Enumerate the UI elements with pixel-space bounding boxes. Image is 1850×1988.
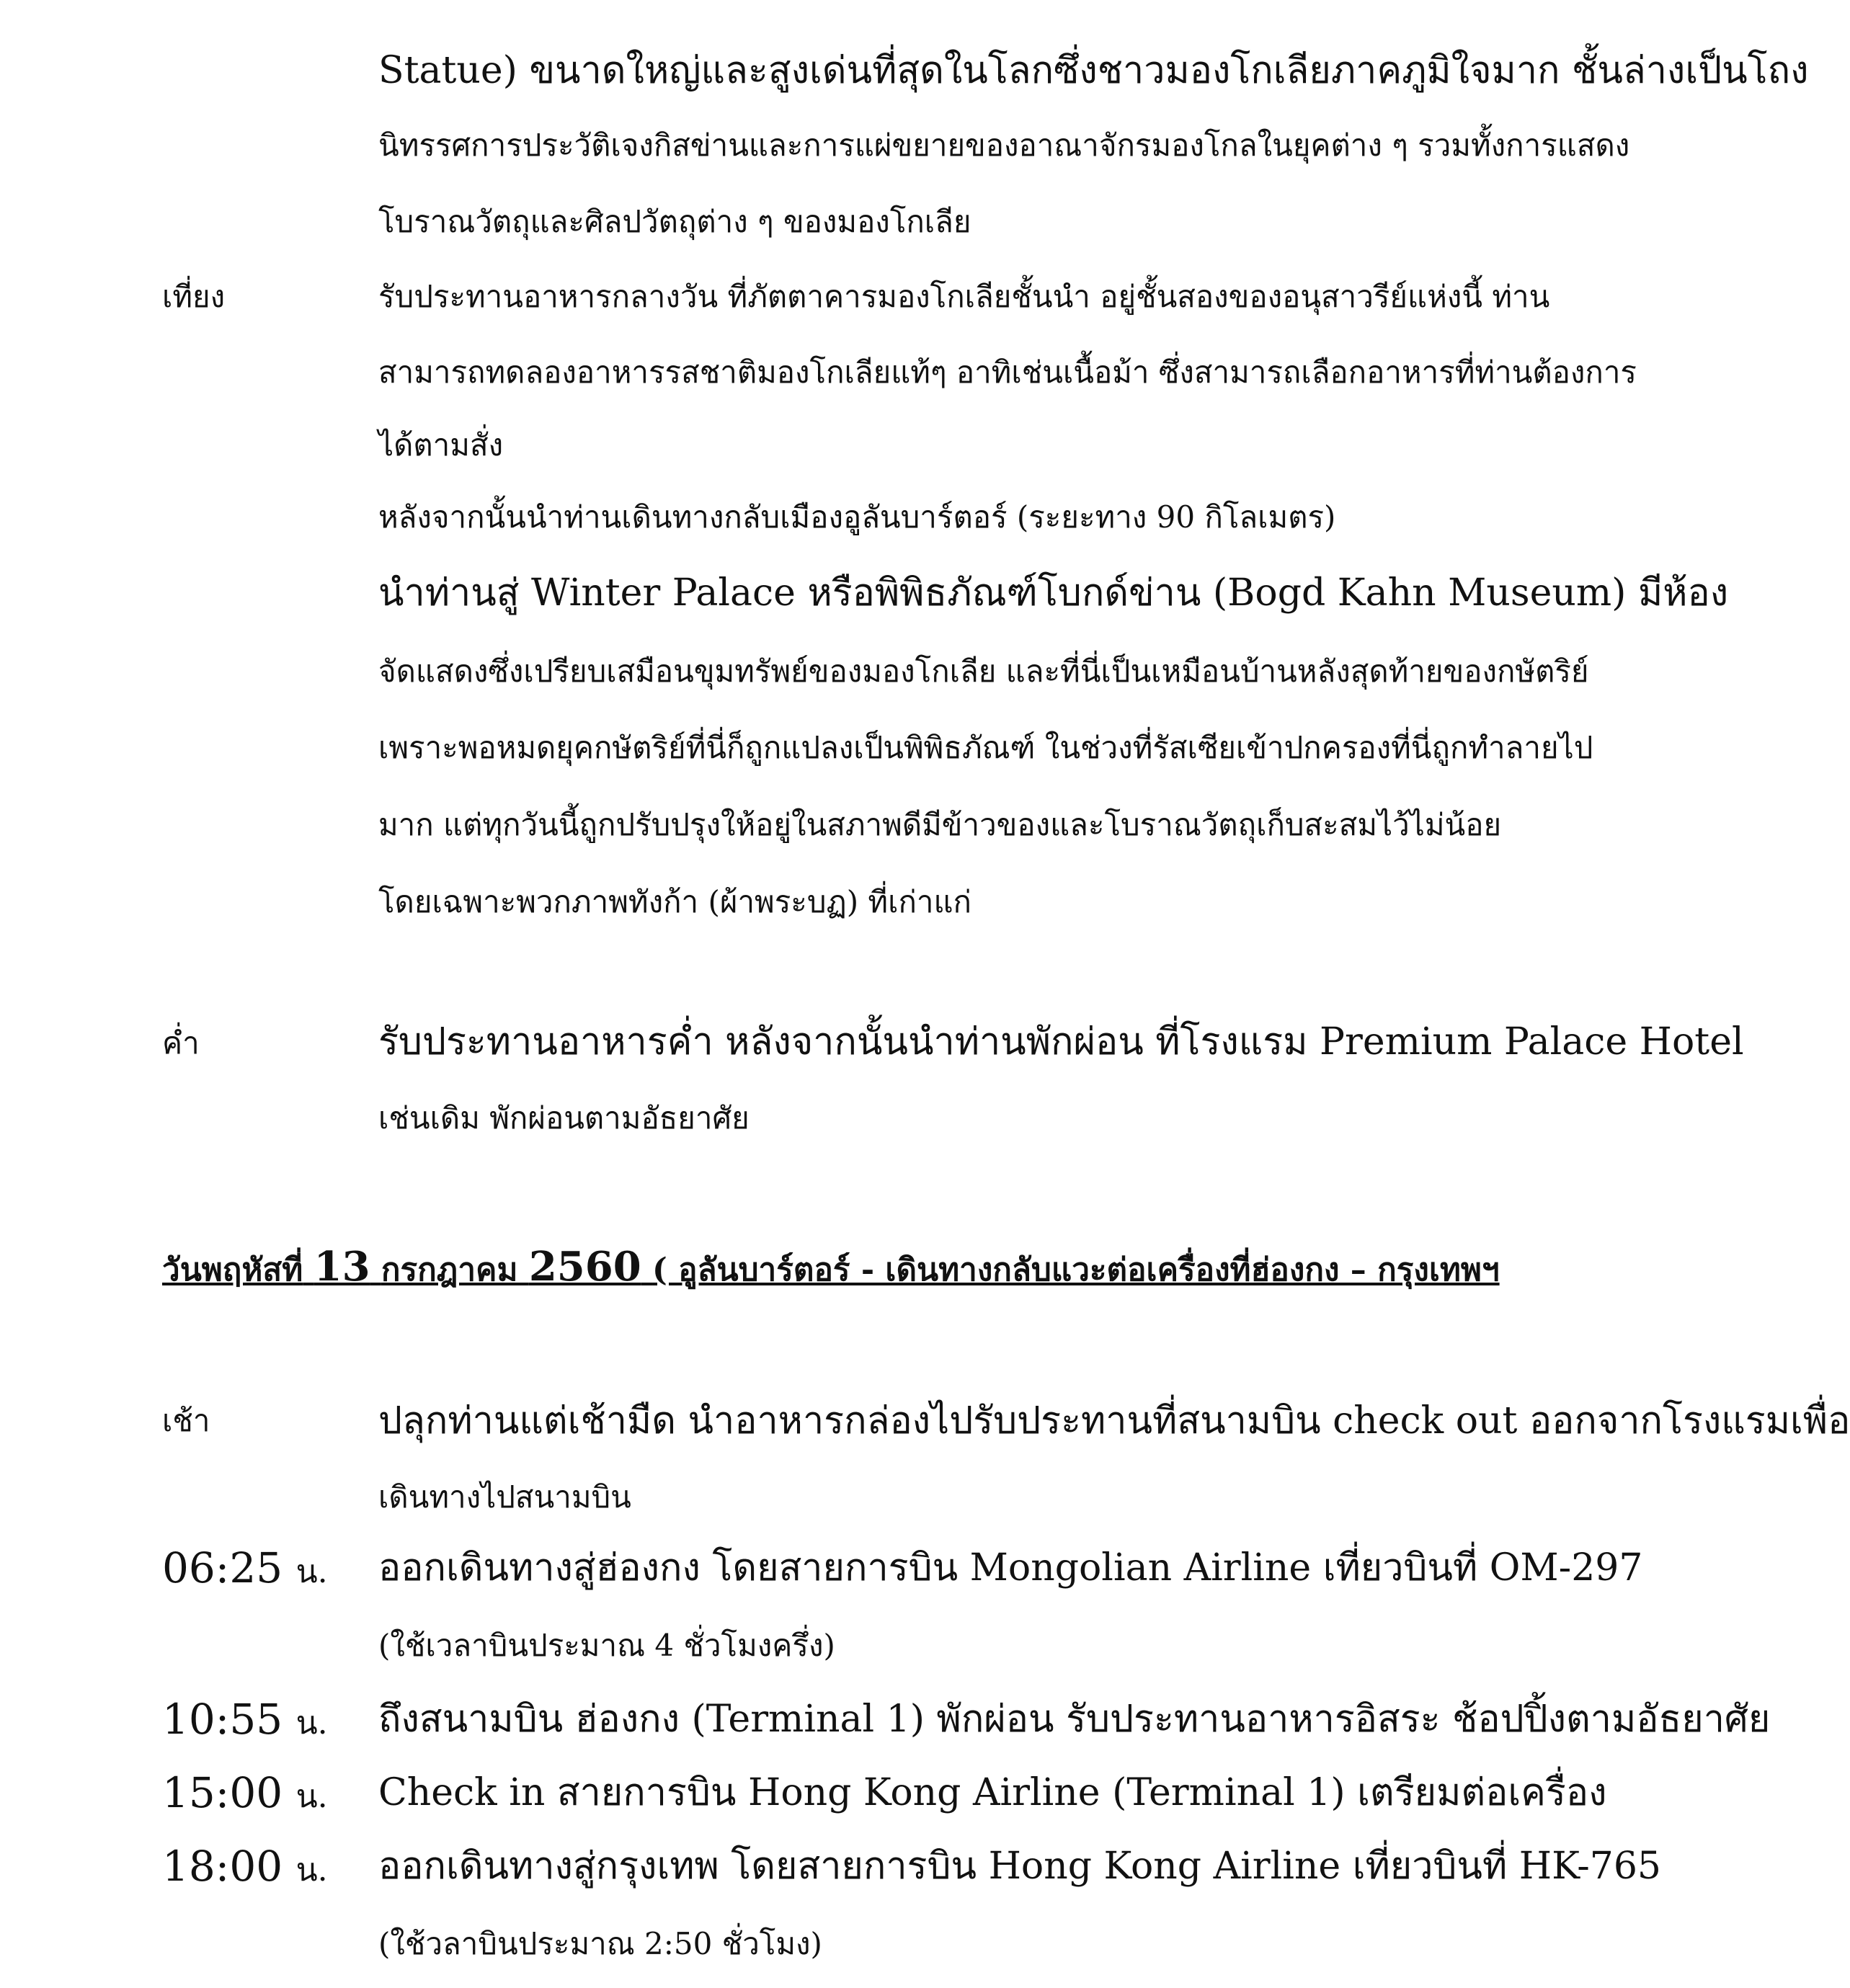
lunch-line: เพราะพอหมดยุคกษัตริย์ที่นี่ก็ถูกแปลงเป็นพิพิธภัณฑ์ ในช่วงที่รัสเซียเข้าปกครองที่นี่ถูกทำลายไป <box>378 730 1593 765</box>
day-heading-prefix: วันพฤหัสที่ <box>162 1252 303 1288</box>
schedule-time-value: 10:55 <box>162 1695 283 1744</box>
day-heading <box>162 1241 1500 1296</box>
paragraph-line: โบราณวัตถุและศิลปวัตถุต่าง ๆ ของมองโกเลีย <box>378 204 971 239</box>
schedule-time <box>162 1539 328 1601</box>
schedule-time <box>162 1837 328 1899</box>
lunch-line: นำท่านสู่ Winter Palace หรือพิพิธภัณฑ์โบกด์ข่าน (Bogd Kahn Museum) มีห้อง <box>378 571 1729 615</box>
day-heading-day: 13 <box>313 1243 370 1291</box>
dinner-line: เช่นเดิม พักผ่อนตามอัธยาศัย <box>378 1100 750 1136</box>
lunch-line: มาก แต่ทุกวันนี้ถูกปรับปรุงให้อยู่ในสภาพดีมีข้าวของและโบราณวัตถุเก็บสะสมไว้ไม่น้อย <box>378 807 1502 842</box>
schedule-time-unit: น. <box>295 1554 328 1590</box>
lunch-line: โดยเฉพาะพวกภาพทังก้า (ผ้าพระบฏ) ที่เก่าแก่ <box>378 884 971 919</box>
schedule-line: ถึงสนามบิน ฮ่องกง (Terminal 1) พักผ่อน รับประทานอาหารอิสระ ช้อปปิ้งตามอัธยาศัย <box>378 1698 1771 1741</box>
dinner-label: ค่ำ <box>162 1025 200 1061</box>
lunch-line: รับประทานอาหารกลางวัน ที่ภัตตาคารมองโกเลียชั้นนำ อยู่ชั้นสองของอนุสาวรีย์แห่งนี้ ท่าน <box>378 279 1550 314</box>
paragraph-line: Statue) ขนาดใหญ่และสูงเด่นที่สุดในโลกซึ่งชาวมองโกเลียภาคภูมิใจมาก ชั้นล่างเป็นโถง <box>378 49 1809 92</box>
dinner-line: รับประทานอาหารค่ำ หลังจากนั้นนำท่านพักผ่อน ที่โรงแรม Premium Palace Hotel <box>378 1020 1744 1064</box>
lunch-line: หลังจากนั้นนำท่านเดินทางกลับเมืองอูลันบาร์ตอร์ (ระยะทาง 90 กิโลเมตร) <box>378 499 1336 535</box>
day-heading-year: 2560 <box>528 1243 641 1291</box>
schedule-time <box>162 1690 328 1752</box>
schedule-line: (ใช้เวลาบินประมาณ 4 ชั่วโมงครึ่ง) <box>378 1628 835 1663</box>
schedule-time-unit: น. <box>295 1705 328 1742</box>
morning-line: ปลุกท่านแต่เช้ามืด นำอาหารกล่องไปรับประทานที่สนามบิน check out ออกจากโรงแรมเพื่อ <box>378 1399 1850 1443</box>
schedule-line: ออกเดินทางสู่กรุงเทพ โดยสายการบิน Hong Kong Airline เที่ยวบินที่ HK-765 <box>378 1845 1662 1888</box>
schedule-time-value: 06:25 <box>162 1543 283 1592</box>
schedule-time-value: 15:00 <box>162 1768 283 1817</box>
schedule-time-unit: น. <box>295 1778 328 1815</box>
schedule-time-value: 18:00 <box>162 1842 283 1891</box>
lunch-line: ได้ตามสั่ง <box>378 427 504 463</box>
schedule-time-unit: น. <box>295 1852 328 1889</box>
day-heading-month: กรกฎาคม <box>381 1252 518 1288</box>
schedule-time <box>162 1764 328 1826</box>
schedule-line: Check in สายการบิน Hong Kong Airline (Terminal 1) เตรียมต่อเครื่อง <box>378 1771 1607 1814</box>
lunch-line: สามารถทดลองอาหารรสชาติมองโกเลียแท้ๆ อาทิเช่นเนื้อม้า ซึ่งสามารถเลือกอาหารที่ท่านต้องการ <box>378 355 1637 390</box>
schedule-line: (ใช้วลาบินประมาณ 2:50 ชั่วโมง) <box>378 1926 822 1961</box>
paragraph-line: นิทรรศการประวัติเจงกิสข่านและการแผ่ขยายของอาณาจักรมองโกลในยุคต่าง ๆ รวมทั้งการแสดง <box>378 128 1630 163</box>
lunch-label: เที่ยง <box>162 279 226 314</box>
lunch-line: จัดแสดงซึ่งเปรียบเสมือนขุมทรัพย์ของมองโกเลีย และที่นี่เป็นเหมือนบ้านหลังสุดท้ายของกษัตริย์ <box>378 654 1589 689</box>
day-heading-route: ( อูลันบาร์ตอร์ - เดินทางกลับแวะต่อเครื่องที่ฮ่องกง – กรุงเทพฯ <box>652 1252 1500 1288</box>
schedule-line: ออกเดินทางสู่ฮ่องกง โดยสายการบิน Mongolian Airline เที่ยวบินที่ OM-297 <box>378 1546 1643 1590</box>
morning-line: เดินทางไปสนามบิน <box>378 1479 631 1515</box>
morning-label: เช้า <box>162 1403 210 1438</box>
